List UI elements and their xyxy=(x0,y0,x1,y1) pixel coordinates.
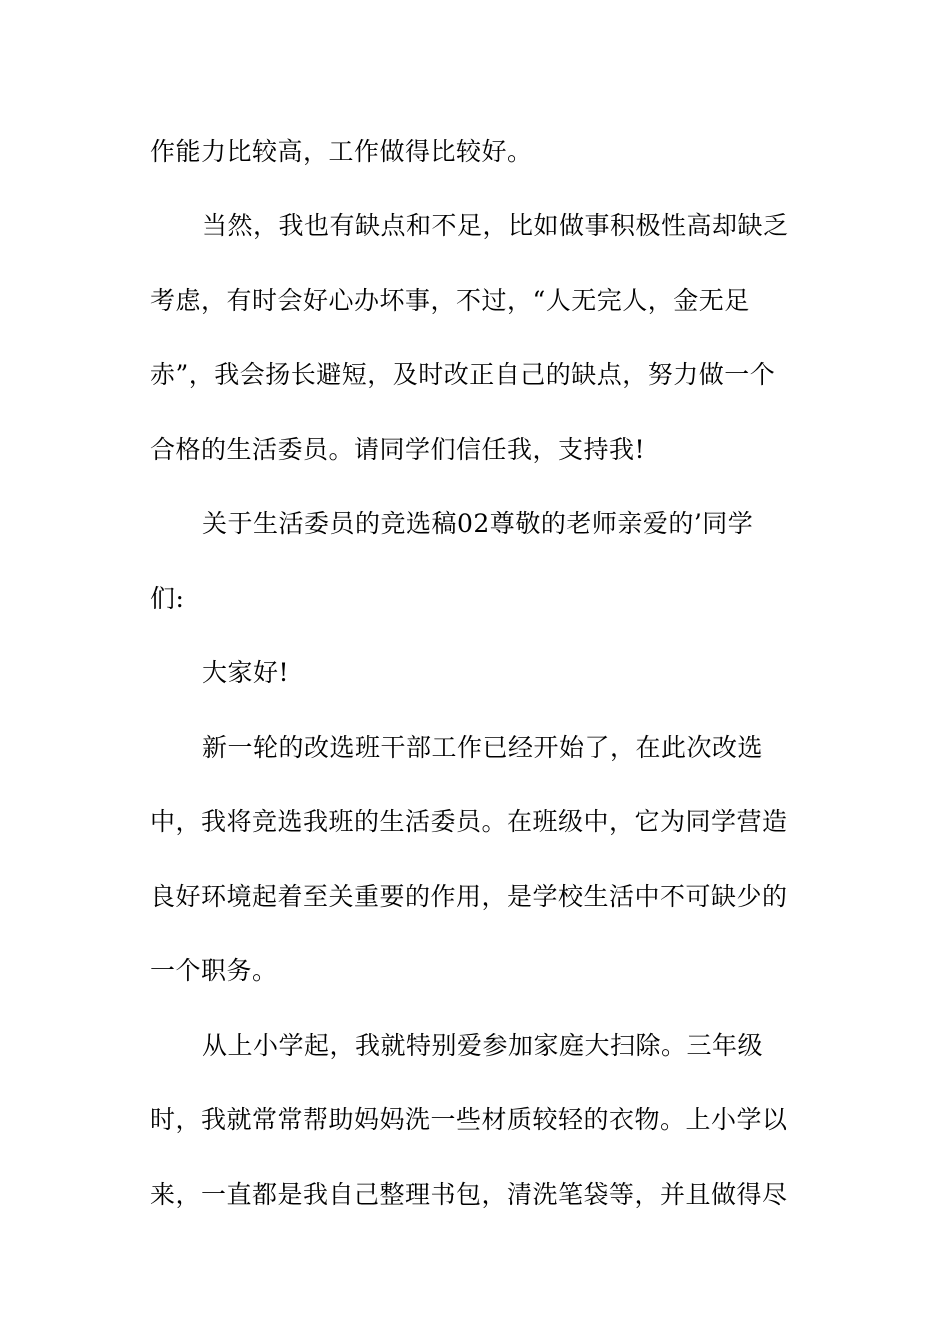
text-line-3: 考虑，有时会好心办坏事，不过，“人无完人，金无足 xyxy=(150,286,750,315)
text-line-13: 从上小学起，我就特别爱参加家庭大扫除。三年级 xyxy=(202,1031,764,1060)
text-line-4: 赤”，我会扬长避短，及时改正自己的缺点，努力做一个 xyxy=(150,360,776,389)
text-line-9: 新一轮的改选班干部工作已经开始了，在此次改选 xyxy=(202,733,764,762)
text-line-12: 一个职务。 xyxy=(150,956,278,985)
text-line-8: 大家好! xyxy=(202,658,290,687)
text-line-14: 时，我就常常帮助妈妈洗一些材质较轻的衣物。上小学以 xyxy=(150,1105,788,1134)
text-line-11: 良好环境起着至关重要的作用，是学校生活中不可缺少的 xyxy=(150,882,788,911)
text-line-7: 们: xyxy=(150,584,185,613)
text-line-1: 作能力比较高，工作做得比较好。 xyxy=(150,137,533,166)
text-line-10: 中，我将竞选我班的生活委员。在班级中，它为同学营造 xyxy=(150,807,788,836)
text-line-6: 关于生活委员的竞选稿02尊敬的老师亲爱的’同学 xyxy=(202,509,754,538)
text-line-2: 当然，我也有缺点和不足，比如做事积极性高却缺乏 xyxy=(202,211,789,240)
text-line-15: 来，一直都是我自己整理书包，清洗笔袋等，并且做得尽 xyxy=(150,1180,788,1209)
text-line-5: 合格的生活委员。请同学们信任我，支持我! xyxy=(150,435,646,464)
